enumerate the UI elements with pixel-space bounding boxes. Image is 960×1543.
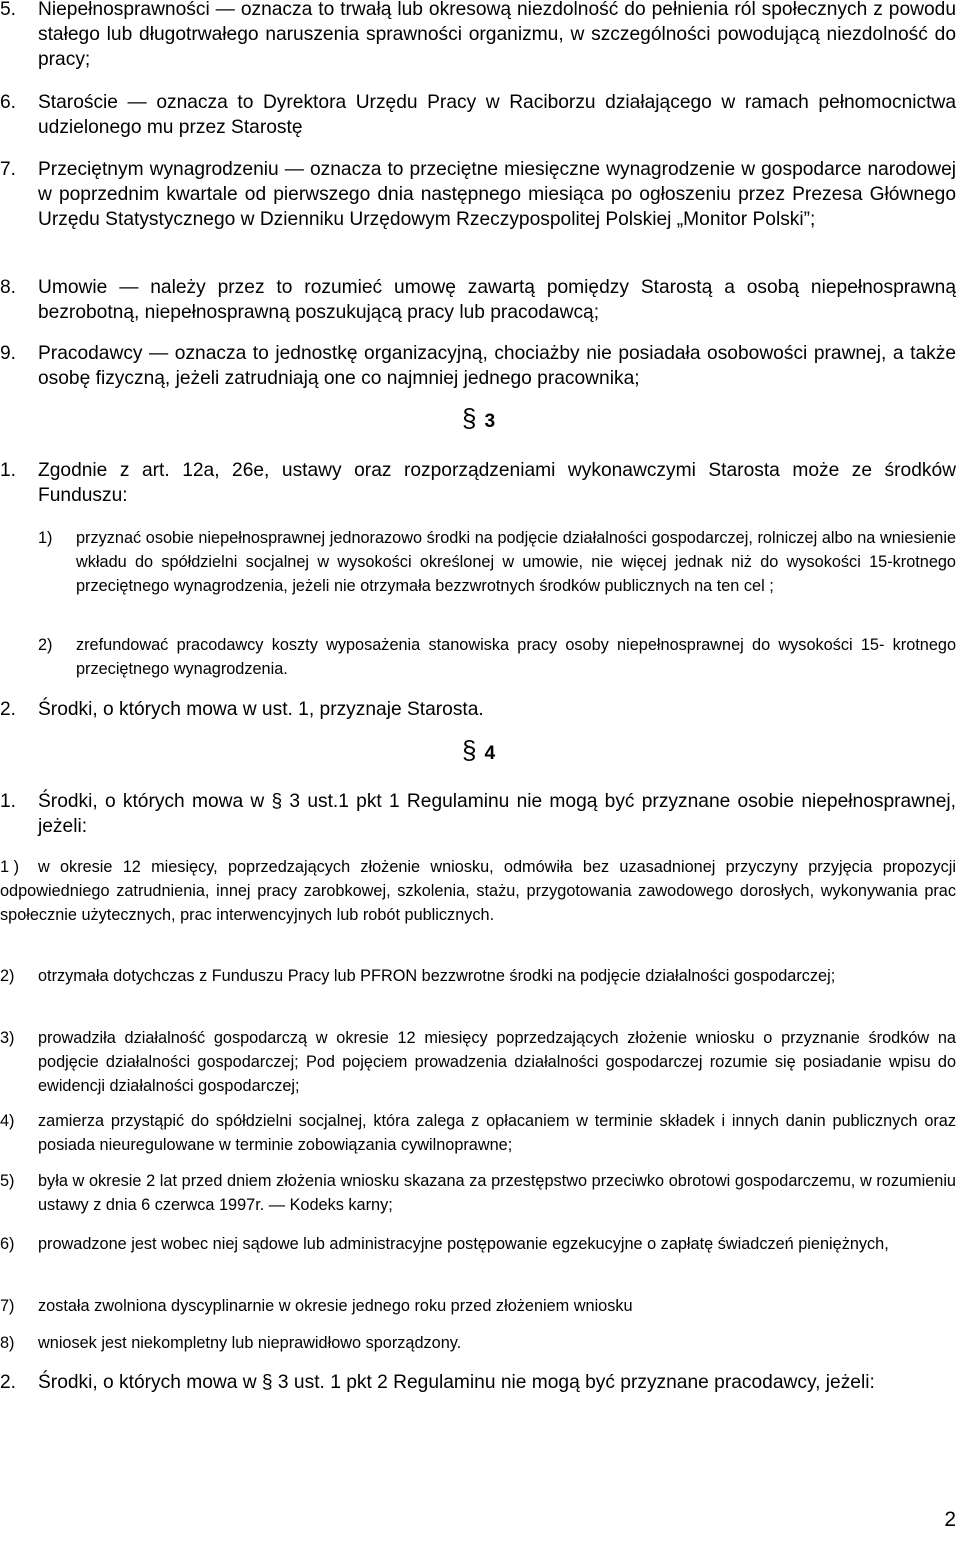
section-4-heading — [462, 735, 495, 766]
definition-number: 8. — [0, 277, 17, 298]
paragraph-number: 2. — [0, 699, 17, 720]
item-text: była w okresie 2 lat przed dniem złożenia wniosku skazana za przestępstwo przeciwko obrotowi gospodarczemu, w rozumieniu ustawy z dnia 6 czerwca 1997r. — Kodeks karny; — [38, 1172, 956, 1214]
definition-text: Przeciętnym wynagrodzeniu — oznacza to przeciętne miesięczne wynagrodzenie w gospodarce narodowej w poprzednim kwartale od pierwszego dnia następnego miesiąca po ogłoszeniu przez Prezesa Głównego Urzędu Statystycznego w Dzienniku Urzędowym Rzeczypospolitej Polskiej „Monitor Polski”; — [38, 159, 956, 230]
definition-9 — [0, 341, 956, 391]
definition-number: 5. — [0, 0, 17, 20]
item-number: 4) — [0, 1112, 15, 1130]
item-text: przyznać osobie niepełnosprawnej jednorazowo środki na podjęcie działalności gospodarczej, rolniczej albo na wniesienie wkładu do spółdzielni socjalnej w wysokości określonej w umowie, nie więcej jednak niż do wysokości 15-krotnego przeciętnego wynagrodzenia, jeżeli nie otrzymała bezzwrotnych środków publicznych na ten cel ; — [76, 529, 956, 595]
item-text: została zwolniona dyscyplinarnie w okresie jednego roku przed złożeniem wniosku — [38, 1297, 633, 1315]
definition-text: Pracodawcy — oznacza to jednostkę organizacyjną, chociażby nie posiadała osobowości prawnej, a także osobę fizyczną, jeżeli zatrudniają one co najmniej jednego pracownika; — [38, 343, 956, 389]
definition-5 — [0, 0, 956, 72]
item-number: 8) — [0, 1334, 15, 1352]
item-number: 5) — [0, 1172, 15, 1190]
paragraph-number: 1. — [0, 791, 17, 812]
paragraph-text: Środki, o których mowa w ust. 1, przyznaje Starosta. — [38, 699, 484, 720]
item-number: 3) — [0, 1029, 15, 1047]
paragraph-number: 2. — [0, 1372, 17, 1393]
sec3-item-1 — [38, 527, 956, 598]
sec3-item-2 — [38, 634, 956, 682]
item-text — [0, 965, 956, 989]
paragraph-number: 1. — [0, 460, 17, 481]
item-number: 7) — [0, 1297, 15, 1315]
paragraph-text: Środki, o których mowa w § 3 ust. 1 pkt 2 Regulaminu nie mogą być przyznane pracodawcy, jeżeli: — [38, 1372, 875, 1393]
definition-number: 9. — [0, 343, 17, 364]
item-text — [0, 856, 956, 927]
definition-text: Umowie — należy przez to rozumieć umowę zawartą pomiędzy Starostą a osobą niepełnosprawną bezrobotną, niepełnosprawną poszukującą pracy lub pracodawcą; — [38, 277, 956, 323]
item-number: 2) — [38, 636, 53, 654]
sec4-item-5 — [0, 1170, 956, 1218]
sec4-paragraph-1 — [0, 789, 956, 839]
section-symbol: § — [462, 735, 477, 765]
sec4-item-2 — [0, 965, 956, 989]
item-text-content: w okresie 12 miesięcy, poprzedzających złożenie wniosku, odmówiła bez uzasadnionej przyczyny przyjęcia propozycji odpowiedniego zatrudnienia, innej pracy zarobkowej, szkolenia, stażu, przygotowania zawodowego dorosłych, wykonywania prac społecznie użytecznych, prac interwencyjnych lub robót publicznych. — [0, 858, 956, 924]
item-number: 1) — [38, 529, 53, 547]
definition-number: 7. — [0, 159, 17, 180]
sec4-item-1 — [0, 856, 956, 927]
section-3-heading — [462, 403, 495, 434]
sec3-paragraph-1 — [0, 458, 956, 508]
definition-6 — [0, 90, 956, 140]
sec4-item-8 — [0, 1332, 956, 1356]
sec4-paragraph-2 — [0, 1370, 956, 1395]
item-number: 6) — [0, 1235, 15, 1253]
definition-text: Niepełnosprawności — oznacza to trwałą lub okresową niezdolność do pełnienia ról społecznych z powodu stałego lub długotrwałego naruszenia sprawności organizmu, w szczególności powodującą niezdolność do pracy; — [38, 0, 956, 70]
definition-7 — [0, 157, 956, 232]
item-number-inline: 1 ) — [0, 858, 20, 876]
item-text: prowadzone jest wobec niej sądowe lub administracyjne postępowanie egzekucyjne o zapłatę świadczeń pieniężnych, — [38, 1235, 889, 1253]
sec4-item-4 — [0, 1110, 956, 1158]
item-text: prowadziła działalność gospodarczą w okresie 12 miesięcy poprzedzających złożenie wniosku o przyznanie środków na podjęcie działalności gospodarczej; Pod pojęciem prowadzenia działalności gospodarczej rozumie się posiadanie wpisu do ewidencji działalności gospodarczej; — [38, 1029, 956, 1095]
section-symbol: § — [462, 403, 477, 433]
item-text: zamierza przystąpić do spółdzielni socjalnej, która zalega z opłacaniem w terminie składek i innych danin publicznych oraz posiada nieuregulowane w terminie zobowiązania cywilnoprawne; — [38, 1112, 956, 1154]
item-text-content: otrzymała dotychczas z Funduszu Pracy lub PFRON bezzwrotne środki na podjęcie działalności gospodarczej; — [38, 967, 836, 985]
sec3-paragraph-2 — [0, 697, 956, 722]
paragraph-text: Środki, o których mowa w § 3 ust.1 pkt 1 Regulaminu nie mogą być przyznane osobie niepełnosprawnej, jeżeli: — [38, 791, 956, 837]
definition-text: Staroście — oznacza to Dyrektora Urzędu Pracy w Raciborzu działającego w ramach pełnomocnictwa udzielonego mu przez Starostę — [38, 92, 956, 138]
paragraph-text: Zgodnie z art. 12a, 26e, ustawy oraz rozporządzeniami wykonawczymi Starosta może ze środków Funduszu: — [38, 460, 956, 506]
sec4-item-7 — [0, 1295, 956, 1319]
definition-number: 6. — [0, 92, 17, 113]
item-text: zrefundować pracodawcy koszty wyposażenia stanowiska pracy osoby niepełnosprawnej do wysokości 15- krotnego przeciętnego wynagrodzenia. — [76, 636, 956, 678]
sec4-item-3 — [0, 1027, 956, 1098]
section-number: 3 — [484, 411, 496, 432]
item-number-inline: 2) — [0, 967, 15, 985]
sec4-item-6 — [0, 1233, 956, 1257]
section-number: 4 — [484, 743, 496, 764]
page-number: 2 — [944, 1508, 956, 1531]
item-text: wniosek jest niekompletny lub nieprawidłowo sporządzony. — [38, 1334, 462, 1352]
definition-8 — [0, 275, 956, 325]
